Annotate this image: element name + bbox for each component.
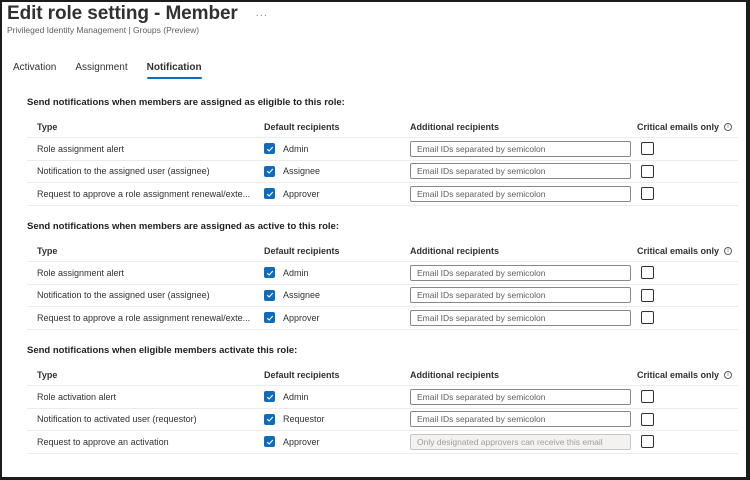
info-icon[interactable]: i (724, 371, 732, 379)
column-header-default-recipients: Default recipients (264, 245, 340, 256)
breadcrumb-subtitle: Privileged Identity Management | Groups (Preview) (7, 25, 200, 35)
section-title: Send notifications when eligible members activate this role: (27, 345, 298, 356)
critical-emails-only-checkbox[interactable] (641, 413, 654, 426)
page-header (7, 3, 268, 25)
default-recipient-checkbox[interactable] (264, 290, 275, 301)
default-recipient-label: Assignee (283, 290, 321, 301)
default-recipient-label: Requestor (283, 414, 325, 425)
critical-emails-only-checkbox[interactable] (641, 187, 654, 200)
default-recipient-label: Admin (283, 391, 309, 402)
checkmark-icon (266, 415, 274, 423)
notification-type: Request to approve a role assignment renewal/exte... (37, 188, 251, 199)
table-row (27, 161, 738, 184)
notification-type: Request to approve a role assignment renewal/exte... (37, 312, 251, 323)
checkmark-icon (266, 145, 274, 153)
column-header-default-recipients: Default recipients (264, 369, 340, 380)
critical-emails-only-checkbox[interactable] (641, 142, 654, 155)
checkmark-icon (266, 438, 274, 446)
info-icon[interactable]: i (724, 247, 732, 255)
notification-type: Notification to activated user (requestor) (37, 414, 197, 425)
column-header-additional-recipients: Additional recipients (410, 121, 500, 132)
default-recipient-label: Admin (283, 267, 309, 278)
default-recipient-checkbox[interactable] (264, 267, 275, 278)
default-recipient-label: Approver (283, 312, 320, 323)
checkmark-icon (266, 393, 274, 401)
notification-type: Request to approve an activation (37, 436, 169, 447)
table-header (27, 116, 738, 138)
critical-emails-only-checkbox[interactable] (641, 390, 654, 403)
default-recipient-checkbox[interactable] (264, 414, 275, 425)
table-row (27, 138, 738, 161)
section-title: Send notifications when members are assigned as eligible to this role: (27, 97, 345, 108)
section-activation (27, 344, 738, 454)
page-title: Edit role setting - Member (7, 3, 238, 24)
tab-activation[interactable]: Activation (13, 62, 57, 73)
table-row (27, 307, 738, 330)
tab-assignment[interactable]: Assignment (75, 62, 128, 73)
additional-recipients-input[interactable] (410, 163, 631, 179)
column-header-additional-recipients: Additional recipients (410, 369, 500, 380)
default-recipient-checkbox[interactable] (264, 166, 275, 177)
column-header-critical-emails-only: Critical emails only i (637, 240, 737, 261)
critical-emails-only-checkbox[interactable] (641, 435, 654, 448)
table-header (27, 364, 738, 386)
table-header (27, 240, 738, 262)
checkmark-icon (266, 190, 274, 198)
default-recipient-checkbox[interactable] (264, 143, 275, 154)
tab-notification[interactable]: Notification (147, 62, 202, 79)
default-recipient-label: Assignee (283, 166, 321, 177)
table-row (27, 285, 738, 308)
column-header-type: Type (37, 121, 58, 132)
tab-bar (13, 62, 221, 79)
table-row (27, 262, 738, 285)
additional-recipients-input[interactable] (410, 310, 631, 326)
default-recipient-label: Admin (283, 143, 309, 154)
additional-recipients-input[interactable] (410, 287, 631, 303)
additional-recipients-input[interactable] (410, 141, 631, 157)
default-recipient-checkbox[interactable] (264, 391, 275, 402)
section-title: Send notifications when members are assigned as active to this role: (27, 221, 340, 232)
table-row (27, 409, 738, 432)
default-recipient-label: Approver (283, 436, 320, 447)
additional-recipients-input[interactable] (410, 411, 631, 427)
table-row (27, 183, 738, 206)
column-header-critical-emails-only: Critical emails only i (637, 116, 737, 137)
default-recipient-checkbox[interactable] (264, 436, 275, 447)
additional-recipients-input[interactable] (410, 389, 631, 405)
default-recipient-label: Approver (283, 188, 320, 199)
column-header-type: Type (37, 369, 58, 380)
checkmark-icon (266, 167, 274, 175)
column-header-additional-recipients: Additional recipients (410, 245, 500, 256)
column-header-critical-emails-only: Critical emails only i (637, 364, 737, 385)
critical-emails-only-checkbox[interactable] (641, 266, 654, 279)
critical-emails-only-checkbox[interactable] (641, 289, 654, 302)
default-recipient-checkbox[interactable] (264, 312, 275, 323)
notification-type: Role assignment alert (37, 267, 125, 278)
checkmark-icon (266, 291, 274, 299)
table-row (27, 431, 738, 454)
notification-type: Notification to the assigned user (assignee) (37, 290, 210, 301)
default-recipient-checkbox[interactable] (264, 188, 275, 199)
critical-emails-only-checkbox[interactable] (641, 165, 654, 178)
checkmark-icon (266, 314, 274, 322)
additional-recipients-input-disabled (410, 434, 631, 450)
section-eligible-assignment (27, 96, 738, 206)
table-row (27, 386, 738, 409)
notification-type: Role activation alert (37, 391, 117, 402)
checkmark-icon (266, 269, 274, 277)
section-active-assignment (27, 220, 738, 330)
critical-emails-only-checkbox[interactable] (641, 311, 654, 324)
additional-recipients-input[interactable] (410, 265, 631, 281)
more-options-button[interactable]: ... (255, 7, 268, 19)
additional-recipients-input[interactable] (410, 186, 631, 202)
info-icon[interactable]: i (724, 123, 732, 131)
notification-type: Role assignment alert (37, 143, 125, 154)
column-header-default-recipients: Default recipients (264, 121, 340, 132)
column-header-type: Type (37, 245, 58, 256)
notification-type: Notification to the assigned user (assignee) (37, 166, 210, 177)
